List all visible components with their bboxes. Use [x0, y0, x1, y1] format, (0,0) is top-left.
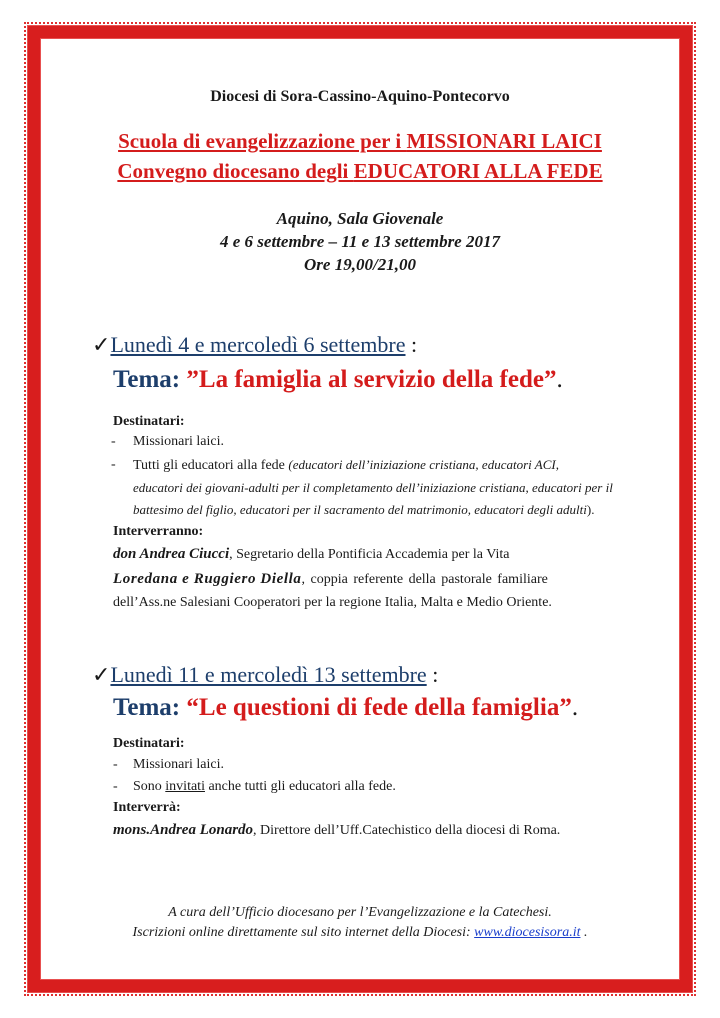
section1-tema-label: Tema:: [113, 366, 187, 393]
hours: Ore 19,00/21,00: [304, 255, 416, 274]
title-line-2-strong: EDUCATORI ALLA FEDE: [353, 159, 603, 183]
section1-tema-title: ”La famiglia al servizio della fede”: [186, 366, 557, 393]
section1-speaker-1: [113, 546, 510, 563]
diocese-name: Diocesi di Sora-Cassino-Aquino-Pontecorvo: [210, 88, 510, 105]
title-line-1: [60, 129, 660, 154]
section2-dest-item-2-underlined: invitati: [165, 779, 205, 794]
section1-dest-item-2: [133, 457, 663, 474]
section2-dest-item-2-a: Sono: [133, 779, 166, 794]
section2-dest-item-1: Missionari laici.: [133, 757, 224, 772]
section1-speaker-1-name: don Andrea Ciucci: [113, 546, 230, 562]
section2-speaker-desc: , Direttore dell’Uff.Catechistico della diocesi di Roma.: [253, 823, 561, 838]
section1-dest-item-2-text: Tutti gli educatori alla fede: [133, 458, 289, 473]
section2-dest-item-2: [133, 779, 396, 795]
section2-tema: [113, 694, 578, 722]
venue: Aquino, Sala Giovenale: [276, 209, 444, 228]
section1-dest-item-2-paren-2: educatori dei giovani-adulti per il completamento dell’iniziazione cristiana, educatori per il: [133, 480, 613, 495]
section1-speaker-1-desc: , Segretario della Pontificia Accademia per la Vita: [229, 547, 510, 562]
section2-tema-end: .: [571, 694, 579, 721]
section1-speaker-2-name: Loredana e Ruggiero Diella: [113, 571, 302, 587]
section2-speaker-name: mons.Andrea Lonardo: [113, 822, 254, 838]
section2-destinatari-label: Destinatari:: [113, 736, 185, 751]
section1-speaker-2-desc-1: , coppia referente della pastorale familiare: [301, 572, 548, 587]
section1-heading-colon: :: [405, 332, 418, 357]
section2-heading: [92, 662, 438, 688]
section2-heading-text: Lunedì 11 e mercoledì 13 settembre: [110, 662, 427, 687]
section2-heading-colon: :: [426, 662, 439, 687]
section2-dest-item-2-b: anche tutti gli educatori alla fede.: [204, 779, 396, 794]
section2-tema-label: Tema:: [113, 694, 187, 721]
section2-dest-bullet-1: -: [113, 757, 118, 772]
section2-dest-bullet-2: -: [113, 779, 118, 794]
section1-dest-item-2-paren-1: (educatori dell’iniziazione cristiana, educatori ACI,: [288, 457, 559, 472]
section2-speaker: [113, 822, 560, 839]
footer-line-2: [60, 925, 660, 941]
dates: 4 e 6 settembre – 11 e 13 settembre 2017: [220, 232, 500, 251]
title-line-1-prefix: Scuola di evangelizzazione per i: [118, 129, 407, 153]
title-line-2-prefix: Convegno diocesano degli: [117, 159, 354, 183]
section1-tema: [113, 366, 563, 394]
section1-dest-item-1: Missionari laici.: [133, 434, 224, 449]
section1-dest-bullet-2: -: [111, 457, 116, 472]
section2-interverra-label: Interverrà:: [113, 800, 181, 815]
title-line-2: [60, 159, 660, 184]
checkmark-icon: ✓: [92, 332, 111, 357]
section1-heading: [92, 332, 417, 358]
section2-tema-title: “Le questioni di fede della famiglia”: [186, 694, 572, 721]
checkmark-icon: ✓: [92, 662, 111, 687]
section1-tema-end: .: [556, 366, 563, 393]
title-line-1-strong: MISSIONARI LAICI: [406, 129, 602, 153]
diocese-website-link[interactable]: www.diocesisora.it: [474, 925, 581, 940]
section1-speaker-2-desc-2: dell’Ass.ne Salesiani Cooperatori per la regione Italia, Malta e Medio Oriente.: [113, 595, 552, 610]
section1-dest-item-2-paren-3-wrap: [133, 502, 594, 518]
section1-speaker-2: [113, 571, 651, 588]
footer-line-1: A cura dell’Ufficio diocesano per l’Evangelizzazione e la Catechesi.: [168, 905, 552, 920]
section1-dest-bullet-1: -: [111, 434, 116, 449]
section1-dest-item-2-end: ).: [586, 502, 595, 517]
section1-destinatari-label: Destinatari:: [113, 414, 185, 429]
footer-line-2-text: Iscrizioni online direttamente sul sito internet della Diocesi:: [132, 925, 475, 940]
section1-dest-item-2-paren-3: battesimo del figlio, educatori per il sacramento del matrimonio, educatori degli adulti: [133, 502, 587, 517]
footer-line-2-end: .: [580, 925, 588, 940]
section1-interverranno-label: Interverranno:: [113, 524, 204, 539]
section1-heading-text: Lunedì 4 e mercoledì 6 settembre: [110, 332, 406, 357]
